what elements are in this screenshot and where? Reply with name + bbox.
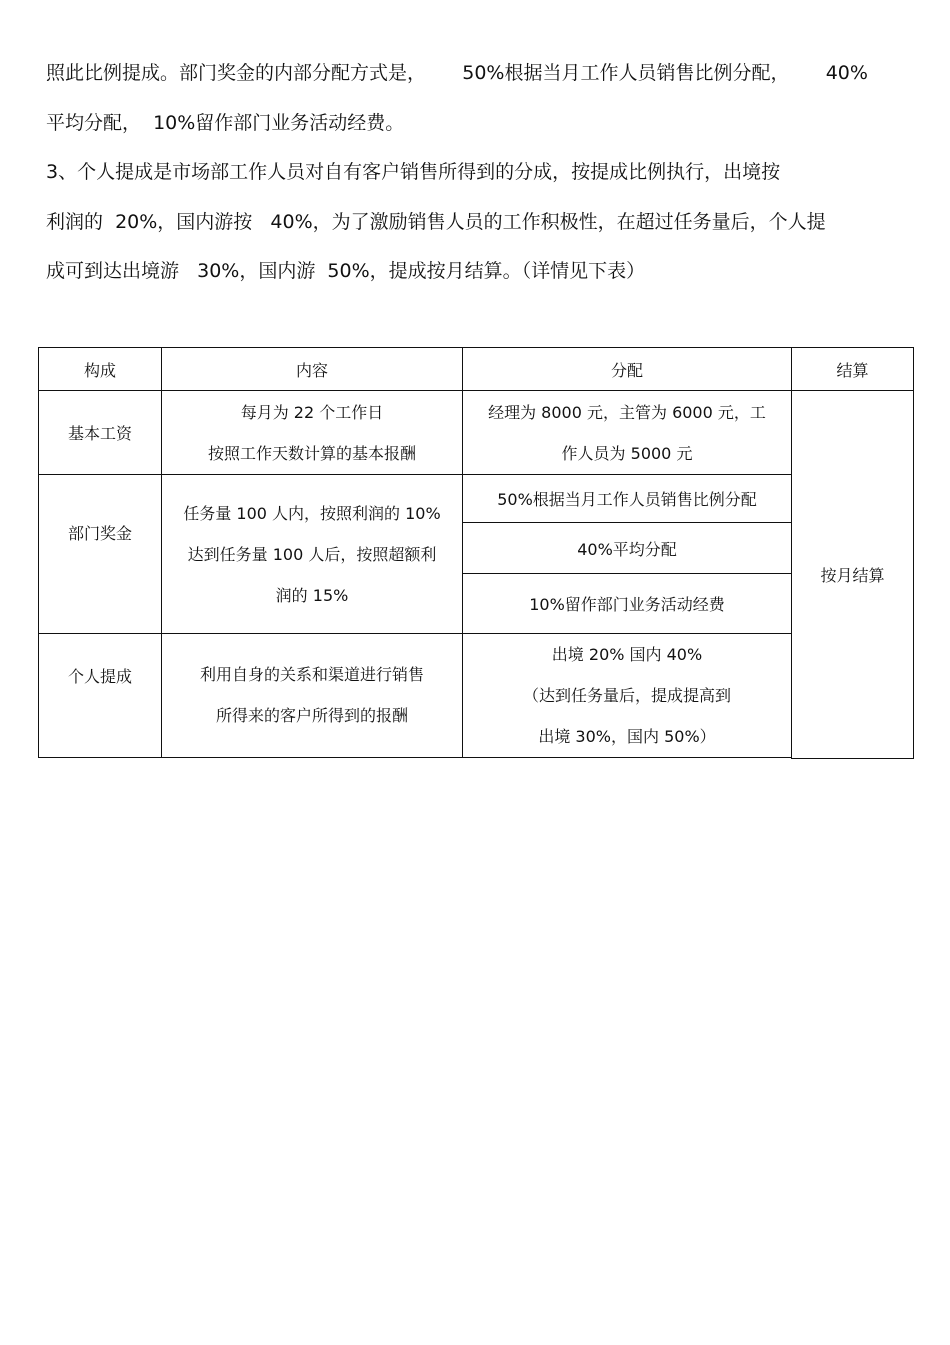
- paragraph-line: 3、个人提成是市场部工作人员对自有客户销售所得到的分成，按提成比例执行，出境按: [46, 161, 781, 183]
- row-component: 部门奖金: [39, 475, 162, 634]
- paragraph-line: 照此比例提成。部门奖金的内部分配方式是， 50%根据当月工作人员销售比例分配， 40%: [46, 62, 868, 84]
- header-settlement: 结算: [792, 348, 914, 391]
- content-line: 利用自身的关系和渠道进行销售: [199, 665, 424, 684]
- row-distribution: 40%平均分配: [463, 523, 792, 574]
- content-line: 润的 15%: [275, 586, 349, 605]
- header-distribution: 分配: [463, 348, 792, 391]
- table-row: [39, 391, 914, 475]
- distribution-line: 出境 30%，国内 50%）: [538, 727, 716, 746]
- table-header-row: [39, 348, 914, 391]
- content-line: 任务量 100 人内，按照利润的 10%: [183, 504, 441, 523]
- row-distribution: 10%留作部门业务活动经费: [463, 574, 792, 634]
- row-distribution: 50%根据当月工作人员销售比例分配: [463, 475, 792, 523]
- content-line: 每月为 22 个工作日: [240, 402, 384, 422]
- table-row: [39, 634, 914, 758]
- header-content: 内容: [162, 348, 463, 391]
- row-component: 个人提成: [39, 634, 162, 758]
- row-distribution: [463, 634, 792, 758]
- content-line: 所得来的客户所得到的报酬: [215, 706, 408, 725]
- paragraph-line: 平均分配， 10%留作部门业务活动经费。: [46, 112, 405, 134]
- content-line: 达到任务量 100 人后，按照超额利: [187, 545, 437, 564]
- paragraph-line: 利润的 20%，国内游按 40%，为了激励销售人员的工作积极性，在超过任务量后，个人提: [46, 211, 826, 233]
- row-content: [162, 391, 463, 475]
- table-row: [39, 475, 914, 523]
- compensation-table: [38, 347, 914, 759]
- row-distribution: [463, 391, 792, 475]
- settlement-cell: 按月结算: [792, 391, 914, 759]
- row-component: 基本工资: [39, 391, 162, 475]
- distribution-line: 作人员为 5000 元: [561, 443, 693, 463]
- distribution-line: 经理为 8000 元，主管为 6000 元，工: [488, 402, 766, 422]
- distribution-line: 出境 20% 国内 40%: [551, 645, 703, 664]
- row-content: [162, 634, 463, 758]
- distribution-line: （达到任务量后，提成提高到: [522, 686, 731, 705]
- header-component: 构成: [39, 348, 162, 391]
- content-line: 按照工作天数计算的基本报酬: [207, 443, 416, 463]
- paragraph-line: 成可到达出境游 30%，国内游 50%，提成按月结算。（详情见下表）: [46, 260, 646, 282]
- row-content: [162, 475, 463, 634]
